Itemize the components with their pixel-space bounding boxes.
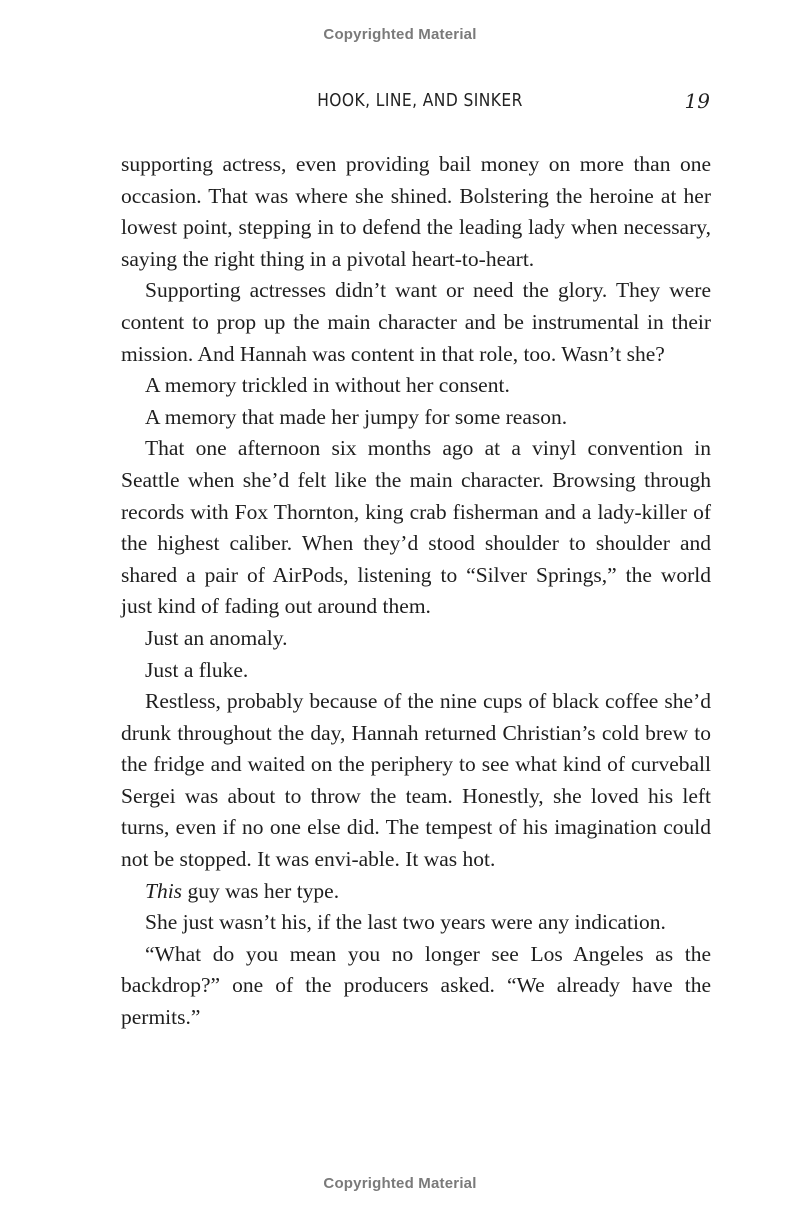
paragraph-8: Restless, probably because of the nine cups of black coffee she’d drunk throughout the day, Hannah returned Christian’s cold brew to the fridge and waited on the periphery to see what kind of curveball Sergei was about to throw the team. Honestly, she loved his left turns, even if no one else did. The tempest of his imagination could not be stopped. It was envi-able. It was hot. [121, 689, 711, 872]
paragraph-2: Supporting actresses didn’t want or need the glory. They were content to prop up the main character and be instrumental in their mission. And Hannah was content in that role, too. Wasn’t she? [121, 278, 711, 366]
page-number: 19 [684, 89, 710, 113]
paragraph-10: She just wasn’t his, if the last two years were any indication. [145, 910, 666, 935]
paragraph-5: That one afternoon six months ago at a vinyl convention in Seattle when she’d felt like the main character. Browsing through records with Fox Thornton, king crab fisherman and a lady-killer of the highest caliber. When they’d stood shoulder to shoulder and shared a pair of AirPods, listening to “Silver Springs,” the world just kind of fading out around them. [121, 436, 711, 619]
paragraph-7: Just a fluke. [145, 657, 249, 682]
paragraph-4: A memory that made her jumpy for some reason. [145, 404, 568, 429]
italic-emphasis: This [145, 878, 183, 903]
paragraph-11: “What do you mean you no longer see Los Angeles as the backdrop?” one of the producers asked. “We already have the permits.” [121, 941, 711, 1030]
copyright-watermark-top: Copyrighted Material [323, 26, 477, 43]
paragraph-3: A memory trickled in without her consent. [145, 373, 510, 398]
running-header [0, 88, 800, 118]
paragraph-6: Just an anomaly. [145, 625, 288, 650]
running-title: HOOK, LINE, AND SINKER [317, 90, 523, 111]
paragraph-1: supporting actress, even providing bail money on more than one occasion. That was where she shined. Bolstering the heroine at her lowest point, stepping in to defend the leading lady when necessary, saying the right thing in a pivotal heart-to-heart. [121, 152, 711, 271]
body-text [121, 149, 711, 1034]
paragraph-9 [121, 876, 711, 908]
paragraph-9-text: guy was her type. [182, 878, 340, 903]
copyright-watermark-bottom: Copyrighted Material [323, 1175, 477, 1192]
